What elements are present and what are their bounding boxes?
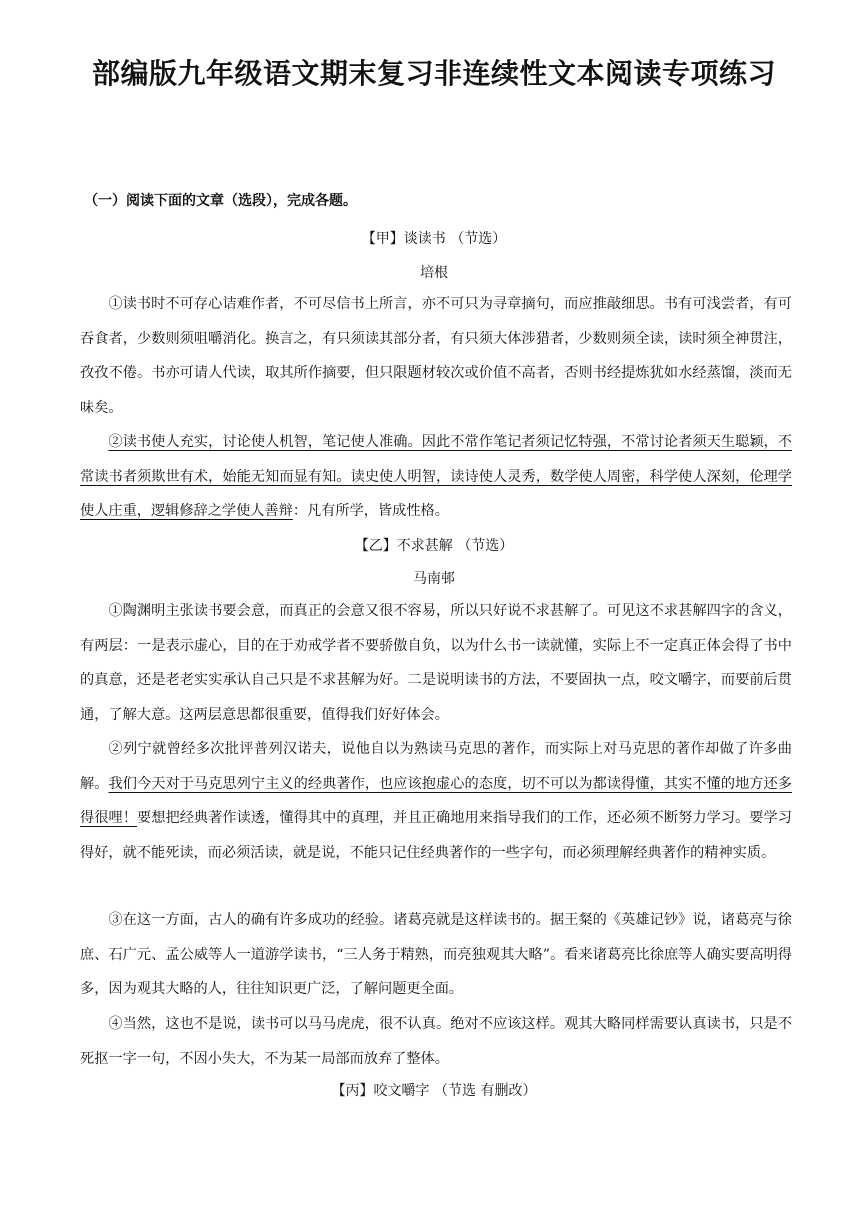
yi-paragraph-4: ④当然，这也不是说，读书可以马马虎虎，很不认真。绝对不应该这样。观其大略同样需要认真读书，只是不死抠一字一句，不因小失大，不为某一局部而放弃了整体。 — [80, 1016, 792, 1067]
section-heading: （一）阅读下面的文章（选段），完成各题。 — [84, 193, 357, 209]
passage-yi-author: 马南邨 — [413, 571, 455, 587]
yi-paragraph-2-start: ②列宁就曾经多次批评普列汉诺夫，说他自以为熟读马克思的著作，而实际上对马克思的著作却做了许多曲解。 — [80, 741, 792, 792]
yi-paragraph-2-underlined: 我们今天对于马克思列宁主义的经典著作，也应该抱虚心的态度，切不可以为都读得懂，其实不懂的地方还多得很哩！ — [80, 775, 792, 826]
yi-paragraph-3: ③在这一方面，古人的确有许多成功的经验。诸葛亮就是这样读书的。据王粲的《英雄记钞》说，诸葛亮与徐庶、石广元、孟公威等人一道游学读书，“三人务于精熟，而亮独观其大略”。看来诸葛亮比徐庶等人确实要高明得多，因为观其大略的人，往往知识更广泛，了解问题更全面。 — [80, 912, 792, 997]
passage-jia-author: 培根 — [420, 265, 448, 281]
jia-paragraph-1: ①读书时不可存心诘难作者，不可尽信书上所言，亦不可只为寻章摘句，而应推敲细思。书有可浅尝者，有可吞食者，少数则须咀嚼消化。换言之，有只须读其部分者，有只须大体涉猎者，少数则须全读，读时须全神贯注，孜孜不倦。书亦可请人代读，取其所作摘要，但只限题材较次或价值不高者，否则书经提炼犹如水经蒸馏，淡而无味矣。 — [80, 296, 792, 416]
passage-yi-heading: 【乙】不求甚解 （节选） — [354, 538, 514, 554]
yi-paragraph-1: ①陶渊明主张读书要会意，而真正的会意又很不容易，所以只好说不求甚解了。可见这不求甚解四字的含义，有两层：一是表示虚心，目的在于劝戒学者不要骄傲自负，以为什么书一读就懂，实际上不一定真正体会得了书中的真意，还是老老实实承认自己只是不求甚解为好。二是说明读书的方法，不要固执一点，咬文嚼字，而要前后贯通，了解大意。这两层意思都很重要，值得我们好好体会。 — [80, 603, 792, 723]
jia-paragraph-2-rest: ：凡有所学，皆成性格。 — [292, 503, 449, 519]
yi-paragraph-2-end: 要想把经典著作读透，懂得其中的真理，并且正确地用来指导我们的工作，还必须不断努力学习。要学习得好，就不能死读，而必须活读，就是说，不能只记住经典著作的一些字句，而必须理解经典著作的精神实质。 — [80, 810, 792, 861]
passage-bing-heading: 【丙】咬文嚼字 （节选 有删改） — [331, 1083, 537, 1099]
passage-jia-heading: 【甲】谈读书 （节选） — [361, 231, 507, 247]
document-title: 部编版九年级语文期末复习非连续性文本阅读专项练习 — [91, 57, 776, 90]
yi-paragraph-2 — [80, 732, 792, 870]
jia-paragraph-2 — [80, 425, 792, 529]
jia-paragraph-2-underlined: ②读书使人充实，讨论使人机智，笔记使人准确。因此不常作笔记者须记忆特强，不常讨论者须天生聪颖，不常读书者须欺世有术，始能无知而显有知。读史使人明智，读诗使人灵秀，数学使人周密，科学使人深刻，伦理学使人庄重，逻辑修辞之学使人善辩 — [80, 434, 792, 519]
